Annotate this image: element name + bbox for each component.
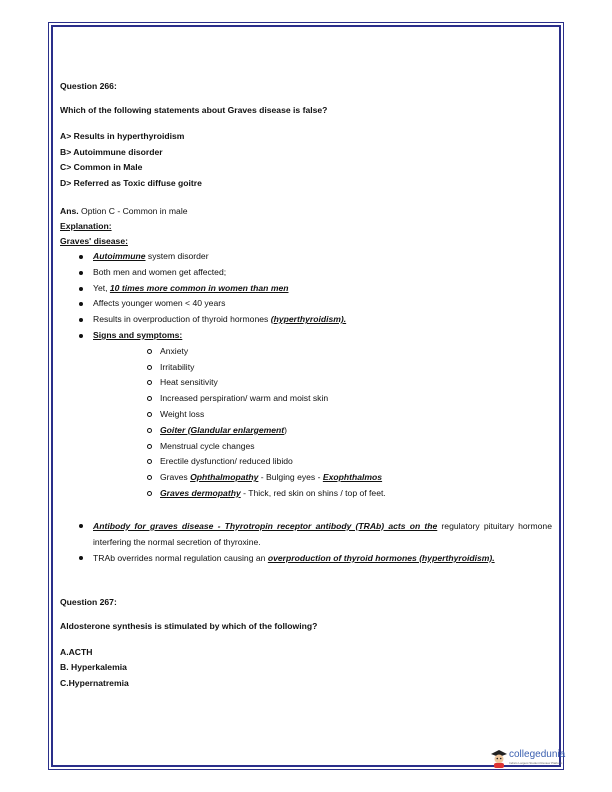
symptom-item	[93, 470, 552, 486]
emphasis-text: 10 times more common in women than men	[109, 282, 289, 293]
list-item	[60, 281, 552, 297]
symptom-list	[93, 344, 552, 502]
option-a: A> Results in hyperthyroidism	[60, 131, 185, 141]
list-item	[60, 328, 552, 502]
graduate-mascot-icon	[490, 748, 508, 768]
collegedunia-logo	[490, 748, 564, 770]
emphasis-text: Ophthalmopathy	[190, 472, 259, 483]
symptom-item	[93, 360, 552, 376]
item-text: Yet,	[93, 282, 110, 293]
option-b: B. Hyperkalemia	[60, 662, 127, 673]
item-text: Both men and women get affected;	[93, 266, 227, 277]
explanation-label: Explanation:	[60, 221, 112, 231]
emphasis-text: Exophthalmos	[322, 472, 383, 483]
option-a: A.ACTH	[60, 646, 93, 657]
item-text: Anxiety	[160, 345, 189, 356]
logo-wordmark: collegedunia	[509, 749, 566, 760]
symptom-item	[93, 407, 552, 423]
item-text: Graves	[160, 472, 191, 483]
item-text: Erectile dysfunction/ reduced libido	[160, 456, 293, 467]
option-c: C> Common in Male	[60, 162, 143, 172]
symptom-item	[93, 454, 552, 470]
list-item	[60, 265, 552, 281]
question-266-text: Which of the following statements about Graves disease is false?	[60, 105, 328, 115]
list-item	[60, 249, 552, 265]
emphasis-text: overproduction of thyroid hormones (hyperthyroidism).	[267, 552, 495, 563]
item-text: - Thick, red skin on shins / top of feet.	[240, 487, 386, 498]
symptom-item	[93, 423, 552, 439]
symptom-item	[93, 375, 552, 391]
item-text: TRAb overrides normal regulation causing an	[93, 552, 268, 563]
symptom-item	[93, 344, 552, 360]
item-text: Results in overproduction of thyroid hormones	[93, 314, 271, 325]
item-text: Affects younger women < 40 years	[93, 298, 226, 309]
item-text: - Bulging eyes -	[258, 472, 323, 483]
question-267-title: Question 267:	[60, 596, 117, 607]
item-text: )	[284, 424, 288, 435]
item-text: system disorder	[145, 251, 209, 261]
emphasis-text: Graves dermopathy	[160, 487, 241, 498]
logo-tagline: India's Largest Student Review Platform	[509, 761, 563, 765]
list-item	[60, 296, 552, 312]
emphasis-text: (hyperthyroidism).	[270, 314, 347, 325]
question-267-text: Aldosterone synthesis is stimulated by which of the following?	[60, 620, 318, 631]
question-267-options	[60, 645, 552, 692]
answer-label: Ans.	[60, 206, 79, 216]
emphasis-text: Antibody for graves disease - Thyrotropin receptor antibody (TRAb) acts on the	[93, 520, 438, 531]
option-d: D> Referred as Toxic diffuse goitre	[60, 177, 202, 188]
spacer	[60, 502, 552, 518]
option-b: B> Autoimmune disorder	[60, 146, 163, 157]
item-text: Heat sensitivity	[160, 377, 218, 388]
list-item	[60, 312, 552, 328]
symptom-item	[93, 439, 552, 455]
item-text: Weight loss	[160, 408, 205, 419]
question-266-options	[60, 129, 552, 191]
topic-heading: Graves' disease:	[60, 236, 128, 246]
emphasis-text: Goiter (Glandular enlargement	[160, 424, 285, 435]
item-text: Irritability	[160, 361, 195, 372]
list-item	[60, 518, 552, 550]
question-266-title: Question 266:	[60, 81, 117, 91]
item-text: Menstrual cycle changes	[160, 440, 255, 451]
answer-text: Option C - Common in male	[78, 206, 188, 216]
antibody-list	[60, 518, 552, 566]
answer-line	[60, 203, 552, 219]
document-content	[60, 78, 552, 691]
symptom-item	[93, 486, 552, 502]
item-text: regulatory pituitary hormone interfering the normal secretion of thyroxine.	[93, 520, 552, 547]
item-text: Increased perspiration/ warm and moist skin	[160, 393, 329, 404]
option-c: C.Hypernatremia	[60, 677, 129, 688]
emphasis-text: Autoimmune	[93, 251, 146, 261]
symptom-item	[93, 391, 552, 407]
list-item	[60, 550, 552, 566]
symptoms-heading: Signs and symptoms:	[93, 329, 183, 340]
fact-list	[60, 249, 552, 502]
